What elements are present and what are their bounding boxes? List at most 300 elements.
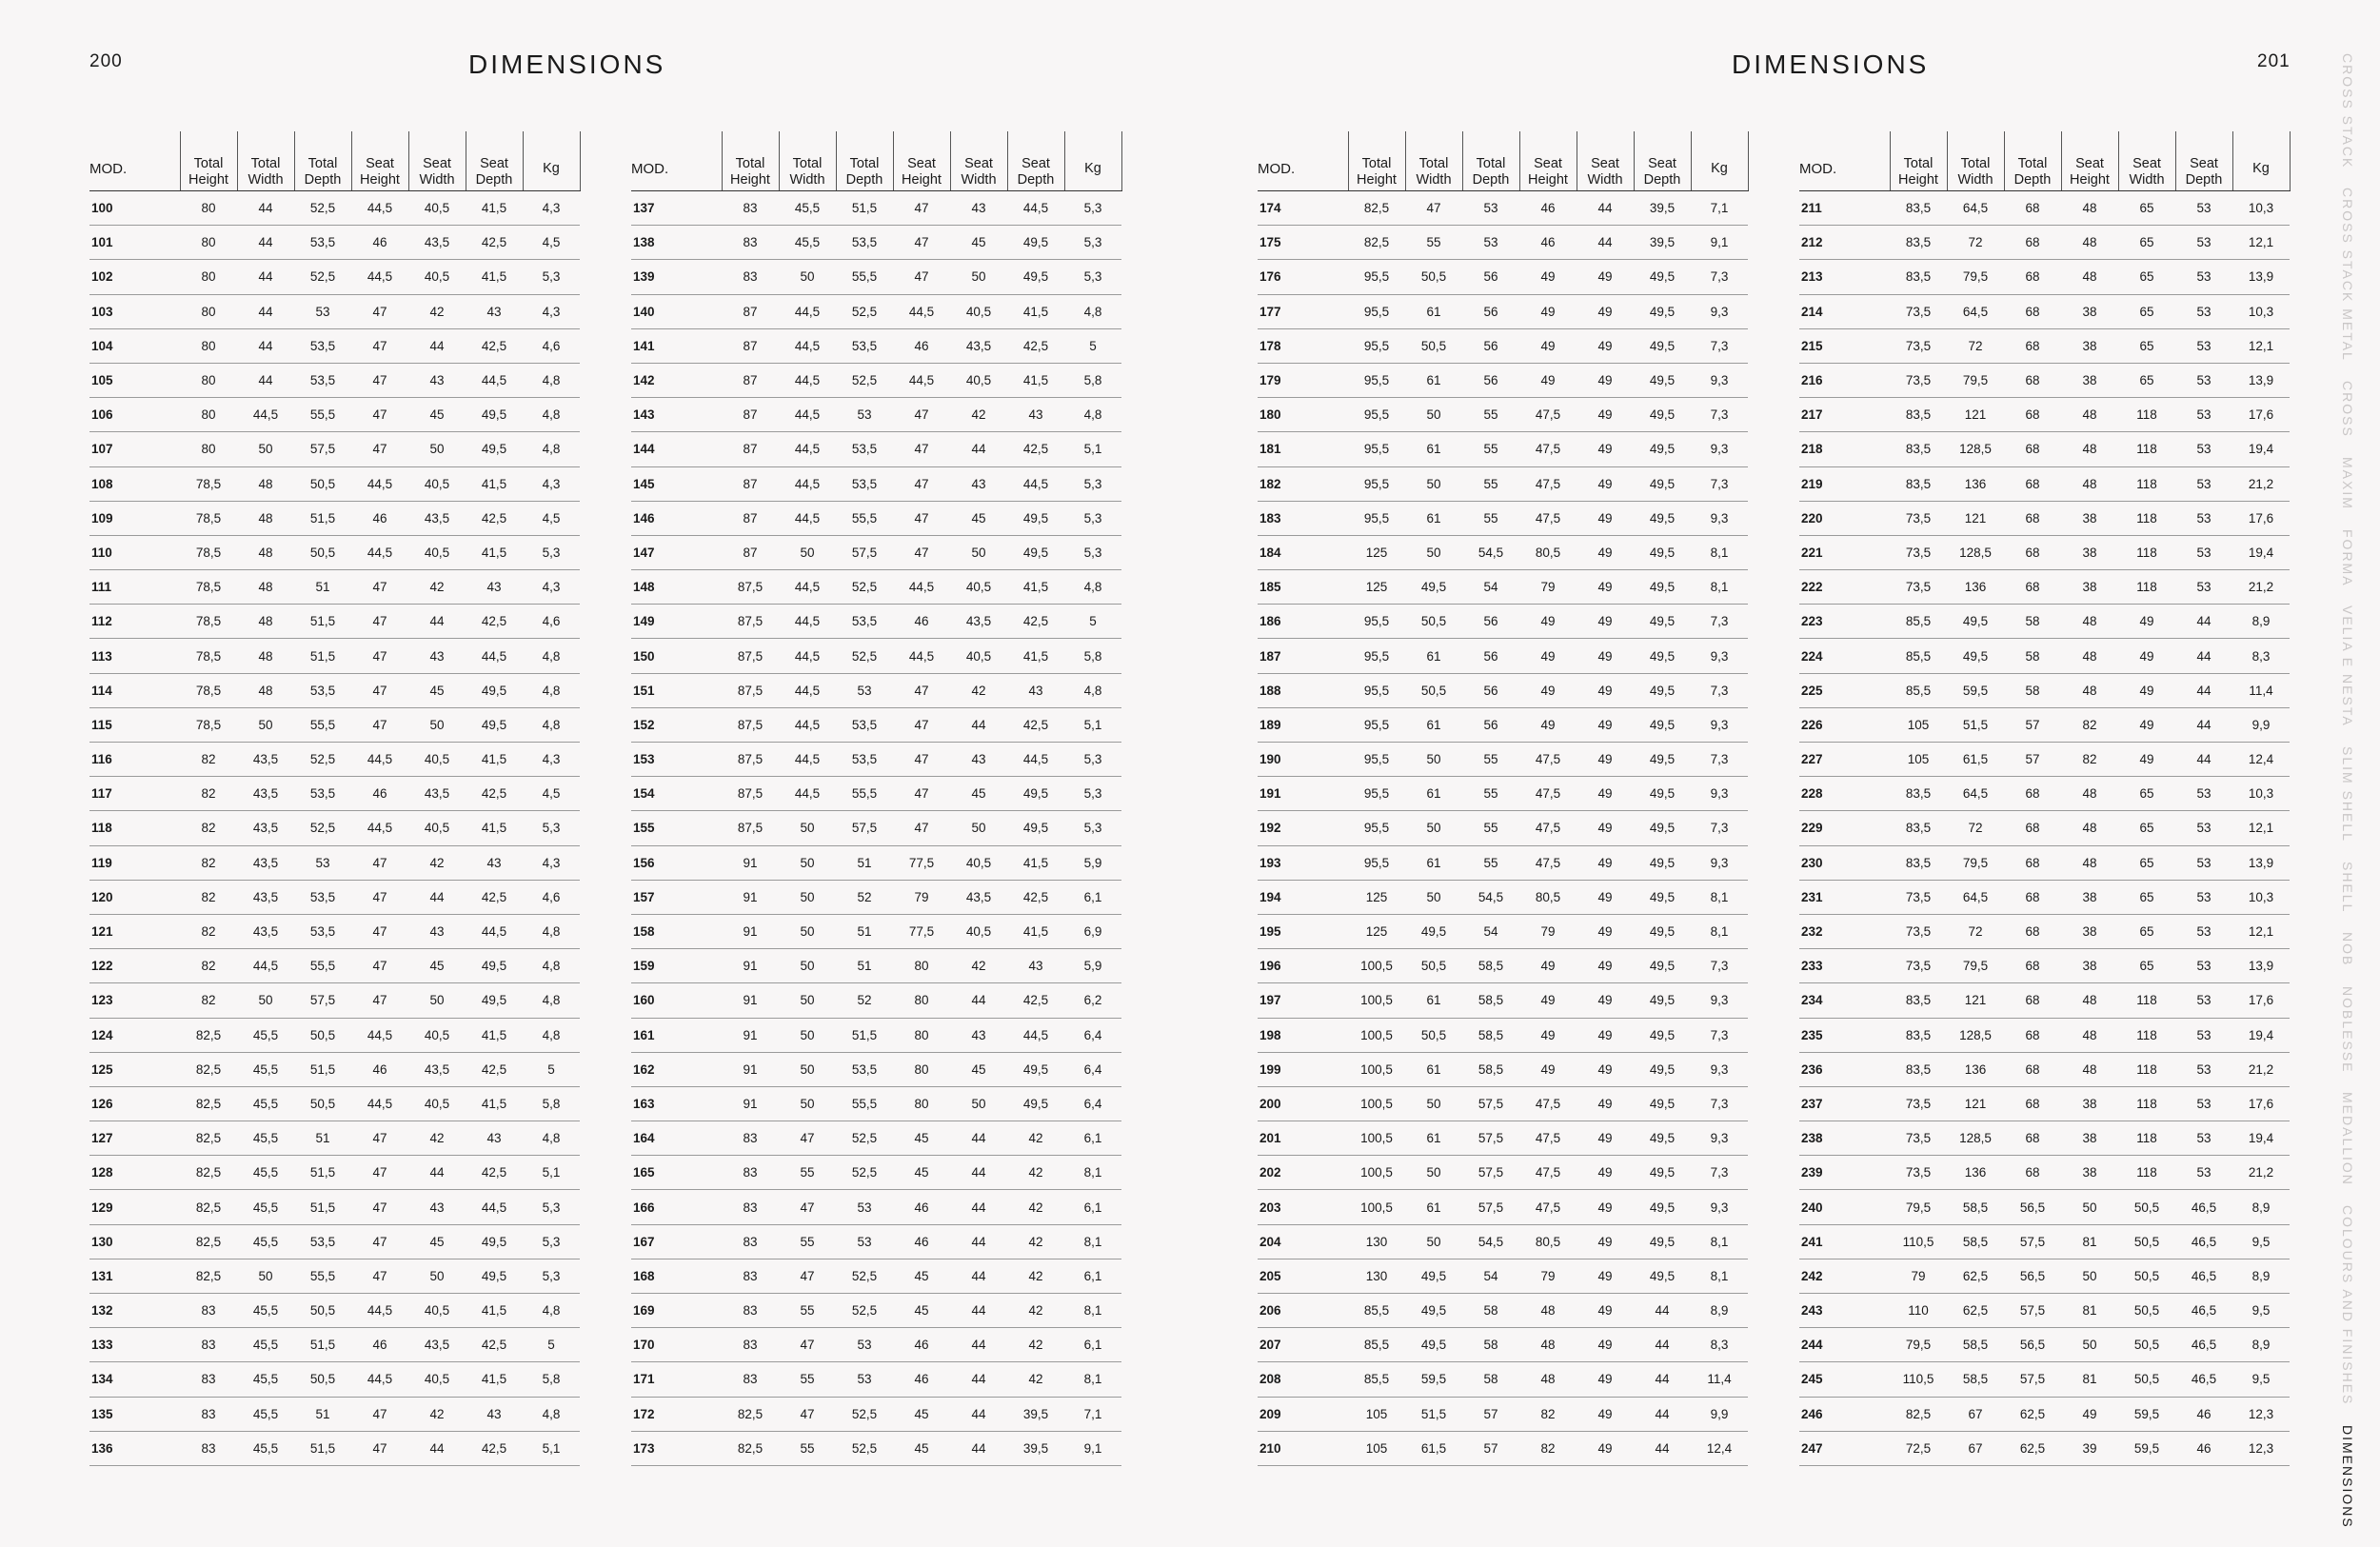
model-code: 195 xyxy=(1258,914,1348,948)
dimension-value: 11,4 xyxy=(2232,673,2290,707)
dimension-value: 44,5 xyxy=(779,707,836,742)
table-row xyxy=(1799,191,2290,226)
table-row xyxy=(89,1397,580,1431)
dimension-value: 58 xyxy=(1462,1362,1519,1397)
dimension-value: 10,3 xyxy=(2232,777,2290,811)
dimension-value: 53 xyxy=(2175,1156,2232,1190)
dimension-value: 42,5 xyxy=(466,1052,523,1086)
dimension-value: 57 xyxy=(1462,1431,1519,1465)
table-row xyxy=(631,811,1121,845)
column-header: Total Width xyxy=(1947,131,2004,191)
model-code: 207 xyxy=(1258,1328,1348,1362)
dimension-value: 48 xyxy=(2061,811,2118,845)
dimension-value: 55,5 xyxy=(294,949,351,983)
dimension-value: 44,5 xyxy=(893,363,950,397)
dimension-value: 46 xyxy=(893,1224,950,1259)
dimension-value: 38 xyxy=(2061,1121,2118,1156)
dimension-value: 47 xyxy=(893,260,950,294)
dimension-value: 49 xyxy=(1577,570,1634,605)
dimension-value: 50 xyxy=(237,707,294,742)
dimension-value: 83 xyxy=(722,260,779,294)
table-row xyxy=(1258,260,1748,294)
dimension-value: 65 xyxy=(2118,880,2175,914)
dimension-value: 100,5 xyxy=(1348,1052,1405,1086)
sidebar-item-cross-stack: CROSS STACK xyxy=(2340,53,2355,169)
dimension-value: 54,5 xyxy=(1462,880,1519,914)
dimension-value: 50 xyxy=(1405,1156,1462,1190)
dimension-value: 41,5 xyxy=(1007,294,1064,328)
table-row xyxy=(89,1121,580,1156)
dimension-value: 81 xyxy=(2061,1362,2118,1397)
page-number-right: 201 xyxy=(2257,51,2291,71)
dimension-value: 50,5 xyxy=(1405,260,1462,294)
dimension-value: 52,5 xyxy=(836,1294,893,1328)
model-code: 123 xyxy=(89,983,180,1018)
dimension-value: 87,5 xyxy=(722,673,779,707)
dimension-value: 41,5 xyxy=(1007,570,1064,605)
dimension-value: 47 xyxy=(351,914,408,948)
dimension-value: 42 xyxy=(408,1121,466,1156)
dimension-value: 72 xyxy=(1947,811,2004,845)
dimension-value: 73,5 xyxy=(1890,535,1947,569)
dimension-value: 118 xyxy=(2118,501,2175,535)
dimension-value: 48 xyxy=(2061,673,2118,707)
dimension-value: 49,5 xyxy=(1634,260,1691,294)
dimension-value: 53 xyxy=(2175,811,2232,845)
dimension-value: 5,3 xyxy=(523,1259,580,1293)
dimension-value: 95,5 xyxy=(1348,398,1405,432)
dimension-value: 44,5 xyxy=(351,811,408,845)
dimension-value: 8,1 xyxy=(1064,1156,1121,1190)
dimension-value: 57 xyxy=(2004,743,2061,777)
model-code: 193 xyxy=(1258,845,1348,880)
table-header-row xyxy=(631,131,1121,191)
dimension-value: 5 xyxy=(523,1328,580,1362)
dimension-value: 44 xyxy=(1634,1397,1691,1431)
table-row xyxy=(1258,1397,1748,1431)
dimension-value: 38 xyxy=(2061,1156,2118,1190)
model-code: 173 xyxy=(631,1431,722,1465)
model-code: 182 xyxy=(1258,466,1348,501)
dimension-value: 73,5 xyxy=(1890,328,1947,363)
dimension-value: 17,6 xyxy=(2232,398,2290,432)
dimension-value: 39 xyxy=(2061,1431,2118,1465)
dimension-value: 45,5 xyxy=(237,1397,294,1431)
dimension-value: 95,5 xyxy=(1348,811,1405,845)
dimension-value: 39,5 xyxy=(1007,1431,1064,1465)
dimension-value: 128,5 xyxy=(1947,535,2004,569)
table-row xyxy=(631,294,1121,328)
dimension-value: 44,5 xyxy=(779,673,836,707)
dimension-value: 82,5 xyxy=(1890,1397,1947,1431)
dimension-value: 49,5 xyxy=(1634,466,1691,501)
column-header: Seat Height xyxy=(351,131,408,191)
dimension-value: 51,5 xyxy=(294,1156,351,1190)
table-row xyxy=(1799,328,2290,363)
dimension-value: 50 xyxy=(950,1086,1007,1121)
dimension-value: 4,8 xyxy=(523,914,580,948)
dimension-value: 51,5 xyxy=(294,605,351,639)
dimension-value: 6,9 xyxy=(1064,914,1121,948)
dimension-value: 41,5 xyxy=(1007,914,1064,948)
model-code: 230 xyxy=(1799,845,1890,880)
dimension-value: 5,1 xyxy=(1064,707,1121,742)
dimension-value: 80,5 xyxy=(1519,1224,1577,1259)
dimension-value: 45 xyxy=(408,673,466,707)
dimension-value: 50 xyxy=(408,432,466,466)
table-row xyxy=(1799,260,2290,294)
dimension-value: 49,5 xyxy=(1007,811,1064,845)
dimension-value: 48 xyxy=(2061,1018,2118,1052)
dimension-value: 46 xyxy=(2175,1431,2232,1465)
dimension-value: 45,5 xyxy=(237,1052,294,1086)
dimension-value: 91 xyxy=(722,983,779,1018)
dimension-value: 53,5 xyxy=(836,605,893,639)
dimension-value: 91 xyxy=(722,1086,779,1121)
dimension-value: 46,5 xyxy=(2175,1328,2232,1362)
dimension-value: 82 xyxy=(180,743,237,777)
dimension-value: 13,9 xyxy=(2232,949,2290,983)
dimension-value: 6,1 xyxy=(1064,880,1121,914)
table-row xyxy=(89,1362,580,1397)
dimension-value: 39,5 xyxy=(1634,191,1691,226)
dimension-value: 73,5 xyxy=(1890,1156,1947,1190)
table-row xyxy=(1799,1294,2290,1328)
table-row xyxy=(1258,432,1748,466)
column-header: MOD. xyxy=(631,131,722,191)
dimension-value: 49,5 xyxy=(1634,432,1691,466)
dimension-value: 50 xyxy=(408,707,466,742)
table-row xyxy=(89,466,580,501)
dimension-value: 43 xyxy=(408,914,466,948)
model-code: 246 xyxy=(1799,1397,1890,1431)
table-row xyxy=(631,535,1121,569)
table-row xyxy=(89,949,580,983)
dimension-value: 13,9 xyxy=(2232,363,2290,397)
dimension-value: 9,3 xyxy=(1691,845,1748,880)
dimension-value: 83 xyxy=(722,1259,779,1293)
dimension-value: 56 xyxy=(1462,328,1519,363)
dimension-value: 58,5 xyxy=(1462,1052,1519,1086)
dimensions-table-3 xyxy=(1258,131,1749,1466)
dimension-value: 68 xyxy=(2004,845,2061,880)
dimension-value: 57,5 xyxy=(1462,1190,1519,1224)
column-header: Seat Depth xyxy=(1634,131,1691,191)
dimension-value: 47 xyxy=(351,570,408,605)
table-row xyxy=(631,1362,1121,1397)
dimension-value: 50 xyxy=(779,260,836,294)
dimension-value: 49 xyxy=(1577,949,1634,983)
dimension-value: 50 xyxy=(779,949,836,983)
model-code: 151 xyxy=(631,673,722,707)
dimension-value: 78,5 xyxy=(180,501,237,535)
dimension-value: 10,3 xyxy=(2232,294,2290,328)
dimension-value: 9,1 xyxy=(1064,1431,1121,1465)
dimension-value: 47,5 xyxy=(1519,845,1577,880)
dimension-value: 42 xyxy=(1007,1294,1064,1328)
dimension-value: 78,5 xyxy=(180,639,237,673)
dimension-value: 47 xyxy=(893,226,950,260)
dimension-value: 47 xyxy=(779,1328,836,1362)
column-header: Total Depth xyxy=(2004,131,2061,191)
model-code: 187 xyxy=(1258,639,1348,673)
dimension-value: 7,3 xyxy=(1691,673,1748,707)
dimension-value: 68 xyxy=(2004,398,2061,432)
dimension-value: 5,8 xyxy=(1064,639,1121,673)
dimension-value: 53,5 xyxy=(294,673,351,707)
model-code: 130 xyxy=(89,1224,180,1259)
dimension-value: 49 xyxy=(1577,605,1634,639)
dimension-value: 47,5 xyxy=(1519,743,1577,777)
dimension-value: 9,3 xyxy=(1691,1121,1748,1156)
dimension-value: 43,5 xyxy=(408,1052,466,1086)
dimension-value: 47 xyxy=(351,1224,408,1259)
model-code: 115 xyxy=(89,707,180,742)
dimension-value: 4,8 xyxy=(523,1294,580,1328)
model-code: 228 xyxy=(1799,777,1890,811)
dimension-value: 67 xyxy=(1947,1431,2004,1465)
dimension-value: 5,3 xyxy=(523,260,580,294)
table-row xyxy=(631,1086,1121,1121)
dimension-value: 4,3 xyxy=(523,466,580,501)
dimension-value: 80 xyxy=(893,1052,950,1086)
table-row xyxy=(89,983,580,1018)
dimension-value: 42 xyxy=(408,570,466,605)
dimension-value: 83 xyxy=(722,1121,779,1156)
model-code: 212 xyxy=(1799,226,1890,260)
dimension-value: 43,5 xyxy=(950,605,1007,639)
table-row xyxy=(1799,707,2290,742)
table-row xyxy=(1258,363,1748,397)
dimension-value: 55,5 xyxy=(294,1259,351,1293)
dimension-value: 47 xyxy=(893,777,950,811)
dimension-value: 47,5 xyxy=(1519,811,1577,845)
dimension-value: 47 xyxy=(1405,191,1462,226)
dimension-value: 51,5 xyxy=(1405,1397,1462,1431)
dimension-value: 44 xyxy=(950,1294,1007,1328)
dimension-value: 47 xyxy=(351,1190,408,1224)
dimension-value: 61 xyxy=(1405,707,1462,742)
dimension-value: 61 xyxy=(1405,432,1462,466)
dimension-value: 53 xyxy=(2175,1086,2232,1121)
model-code: 201 xyxy=(1258,1121,1348,1156)
dimension-value: 54,5 xyxy=(1462,535,1519,569)
table-row xyxy=(1258,605,1748,639)
dimension-value: 42,5 xyxy=(466,1328,523,1362)
sidebar-item-noblesse: NOBLESSE xyxy=(2340,985,2355,1074)
dimension-value: 45,5 xyxy=(237,1190,294,1224)
dimension-value: 9,9 xyxy=(2232,707,2290,742)
dimension-value: 55,5 xyxy=(836,777,893,811)
dimension-value: 57,5 xyxy=(1462,1121,1519,1156)
dimension-value: 50 xyxy=(779,880,836,914)
model-code: 140 xyxy=(631,294,722,328)
model-code: 105 xyxy=(89,363,180,397)
dimension-value: 44 xyxy=(408,328,466,363)
dimension-value: 42 xyxy=(1007,1121,1064,1156)
sidebar-item-shell: SHELL xyxy=(2340,862,2355,914)
dimension-value: 49 xyxy=(1577,914,1634,948)
dimension-value: 47 xyxy=(893,811,950,845)
dimension-value: 6,1 xyxy=(1064,1121,1121,1156)
table-row xyxy=(1258,328,1748,363)
dimension-value: 40,5 xyxy=(408,1362,466,1397)
table-header-row xyxy=(1258,131,1748,191)
dimension-value: 4,8 xyxy=(1064,570,1121,605)
dimension-value: 46 xyxy=(351,777,408,811)
dimension-value: 44,5 xyxy=(779,570,836,605)
dimension-value: 50 xyxy=(950,535,1007,569)
model-code: 157 xyxy=(631,880,722,914)
dimension-value: 5,3 xyxy=(1064,743,1121,777)
dimension-value: 17,6 xyxy=(2232,1086,2290,1121)
dimension-value: 50,5 xyxy=(1405,605,1462,639)
dimension-value: 12,4 xyxy=(1691,1431,1748,1465)
dimension-value: 95,5 xyxy=(1348,328,1405,363)
dimension-value: 50,5 xyxy=(1405,328,1462,363)
dimension-value: 49 xyxy=(1577,1121,1634,1156)
dimension-value: 4,3 xyxy=(523,191,580,226)
dimension-value: 52,5 xyxy=(294,811,351,845)
dimension-value: 52,5 xyxy=(836,363,893,397)
table-row xyxy=(1258,914,1748,948)
model-code: 159 xyxy=(631,949,722,983)
dimension-value: 51 xyxy=(294,1121,351,1156)
dimension-value: 42 xyxy=(950,398,1007,432)
table-row xyxy=(1258,226,1748,260)
dimension-value: 55 xyxy=(1462,777,1519,811)
dimension-value: 12,1 xyxy=(2232,811,2290,845)
dimension-value: 41,5 xyxy=(1007,363,1064,397)
dimension-value: 44,5 xyxy=(237,949,294,983)
dimension-value: 48 xyxy=(237,673,294,707)
table-row xyxy=(89,605,580,639)
table-row xyxy=(89,1328,580,1362)
dimension-value: 9,5 xyxy=(2232,1362,2290,1397)
dimension-value: 50,5 xyxy=(1405,673,1462,707)
dimension-value: 47,5 xyxy=(1519,1121,1577,1156)
dimension-value: 50 xyxy=(779,845,836,880)
dimension-value: 57,5 xyxy=(2004,1362,2061,1397)
table-row xyxy=(89,1086,580,1121)
dimension-value: 50,5 xyxy=(2118,1190,2175,1224)
dimension-value: 61 xyxy=(1405,639,1462,673)
table-row xyxy=(89,226,580,260)
column-header: Seat Height xyxy=(1519,131,1577,191)
dimension-value: 87 xyxy=(722,501,779,535)
dimension-value: 48 xyxy=(2061,983,2118,1018)
dimension-value: 49,5 xyxy=(1634,639,1691,673)
dimension-value: 82,5 xyxy=(180,1052,237,1086)
dimension-value: 48 xyxy=(2061,845,2118,880)
table-row xyxy=(1799,1121,2290,1156)
dimension-value: 79 xyxy=(1890,1259,1947,1293)
model-code: 118 xyxy=(89,811,180,845)
dimension-value: 80 xyxy=(180,328,237,363)
dimension-value: 44,5 xyxy=(779,639,836,673)
dimension-value: 49 xyxy=(1519,707,1577,742)
dimension-value: 49,5 xyxy=(1405,1259,1462,1293)
dimension-value: 72,5 xyxy=(1890,1431,1947,1465)
table-row xyxy=(1258,880,1748,914)
dimension-value: 95,5 xyxy=(1348,605,1405,639)
dimension-value: 61 xyxy=(1405,845,1462,880)
dimension-value: 46 xyxy=(351,226,408,260)
dimension-value: 49 xyxy=(1577,1190,1634,1224)
dimension-value: 42 xyxy=(1007,1224,1064,1259)
dimension-value: 62,5 xyxy=(2004,1431,2061,1465)
table-row xyxy=(1799,639,2290,673)
dimension-value: 68 xyxy=(2004,535,2061,569)
dimension-value: 64,5 xyxy=(1947,294,2004,328)
dimension-value: 48 xyxy=(2061,260,2118,294)
dimension-value: 42,5 xyxy=(1007,880,1064,914)
dimension-value: 41,5 xyxy=(466,743,523,777)
column-header: Seat Height xyxy=(893,131,950,191)
dimension-value: 52,5 xyxy=(836,1156,893,1190)
dimension-value: 95,5 xyxy=(1348,363,1405,397)
dimension-value: 121 xyxy=(1947,1086,2004,1121)
sidebar-item-velia-e-nesta: VELIA E NESTA xyxy=(2340,605,2355,728)
dimension-value: 56 xyxy=(1462,363,1519,397)
dimension-value: 44 xyxy=(2175,707,2232,742)
dimension-value: 9,5 xyxy=(2232,1294,2290,1328)
table-row xyxy=(89,1294,580,1328)
dimension-value: 53,5 xyxy=(294,328,351,363)
dimension-value: 87,5 xyxy=(722,639,779,673)
dimension-value: 49,5 xyxy=(1634,673,1691,707)
dimension-value: 46,5 xyxy=(2175,1224,2232,1259)
dimension-value: 82 xyxy=(1519,1431,1577,1465)
dimension-value: 44 xyxy=(1577,226,1634,260)
dimension-value: 38 xyxy=(2061,880,2118,914)
dimension-value: 6,1 xyxy=(1064,1190,1121,1224)
dimension-value: 51,5 xyxy=(294,1052,351,1086)
table-row xyxy=(89,639,580,673)
dimension-value: 9,3 xyxy=(1691,983,1748,1018)
dimension-value: 47 xyxy=(351,1431,408,1465)
model-code: 129 xyxy=(89,1190,180,1224)
dimension-value: 45 xyxy=(893,1294,950,1328)
model-code: 169 xyxy=(631,1294,722,1328)
dimension-value: 12,1 xyxy=(2232,914,2290,948)
model-code: 226 xyxy=(1799,707,1890,742)
dimension-value: 118 xyxy=(2118,570,2175,605)
dimension-value: 48 xyxy=(2061,605,2118,639)
model-code: 144 xyxy=(631,432,722,466)
dimension-value: 45 xyxy=(408,398,466,432)
dimension-value: 48 xyxy=(2061,1052,2118,1086)
dimension-value: 79,5 xyxy=(1947,363,2004,397)
dimension-value: 44,5 xyxy=(779,294,836,328)
dimension-value: 44 xyxy=(950,1259,1007,1293)
dimension-value: 7,3 xyxy=(1691,1086,1748,1121)
dimension-value: 118 xyxy=(2118,1086,2175,1121)
table-row xyxy=(1799,673,2290,707)
dimension-value: 100,5 xyxy=(1348,1086,1405,1121)
dimension-value: 118 xyxy=(2118,535,2175,569)
model-code: 208 xyxy=(1258,1362,1348,1397)
dimension-value: 83,5 xyxy=(1890,1052,1947,1086)
dimension-value: 43 xyxy=(466,1121,523,1156)
dimension-value: 49 xyxy=(2118,707,2175,742)
model-code: 128 xyxy=(89,1156,180,1190)
model-code: 233 xyxy=(1799,949,1890,983)
dimension-value: 50,5 xyxy=(2118,1224,2175,1259)
table-row xyxy=(631,501,1121,535)
table-row xyxy=(631,226,1121,260)
dimension-value: 43 xyxy=(1007,673,1064,707)
